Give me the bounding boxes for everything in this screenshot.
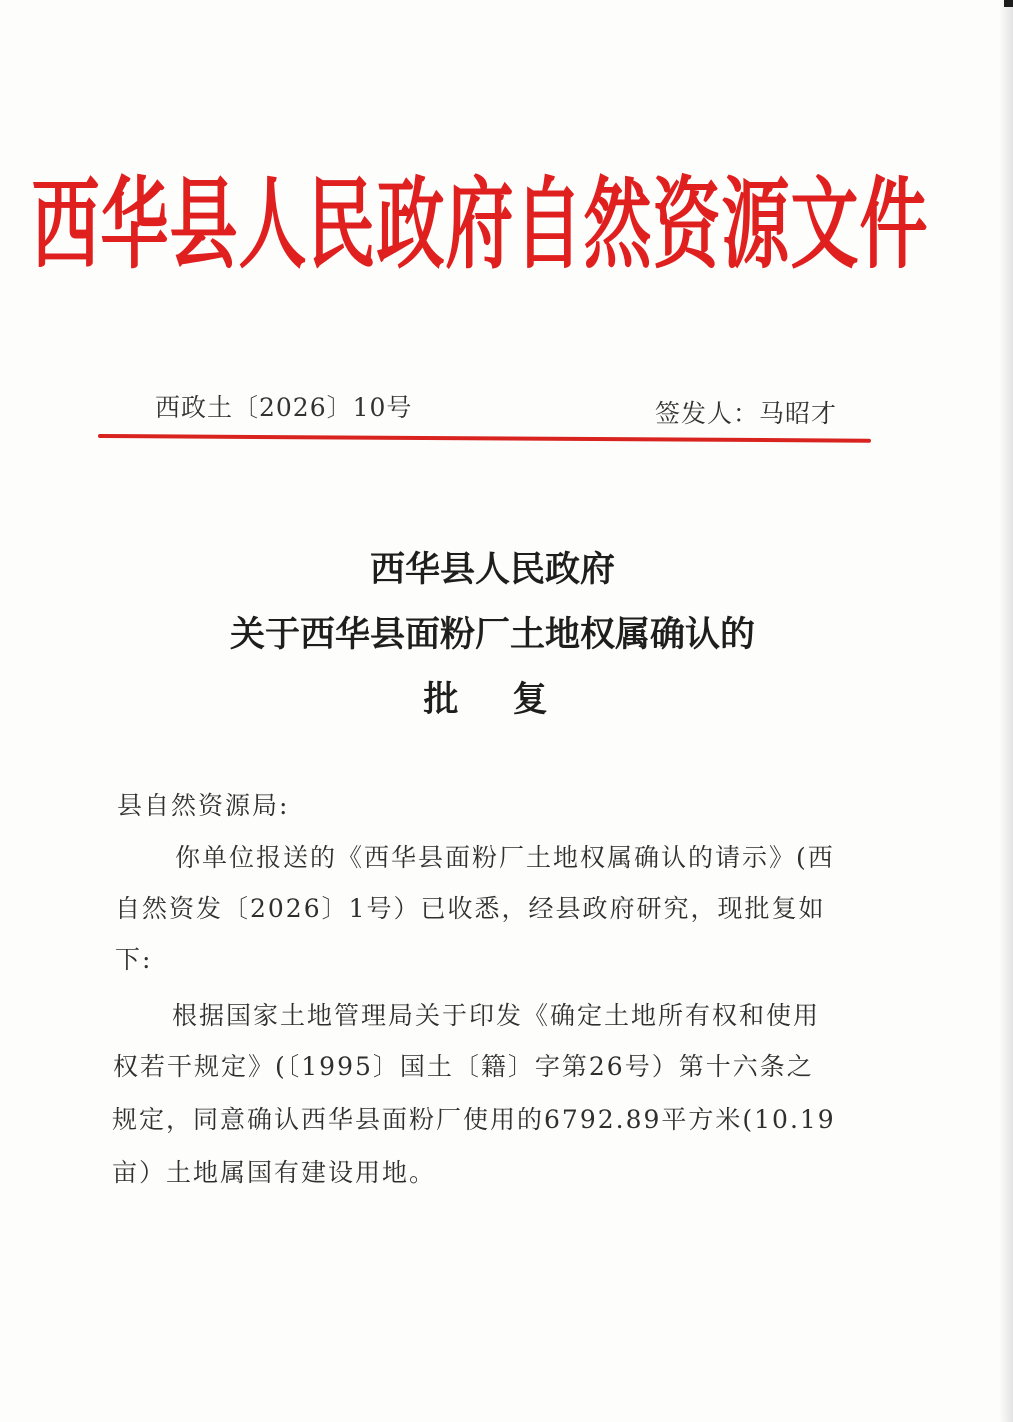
paragraph-1-line-2: 自然资发〔2026〕1号）已收悉，经县政府研究，现批复如	[115, 894, 826, 923]
paragraph-2-line-1: 根据国家土地管理局关于印发《确定土地所有权和使用	[172, 1001, 821, 1030]
document-number: 西政土〔2026〕10号	[155, 393, 413, 422]
salutation: 县自然资源局:	[117, 791, 290, 820]
paragraph-2-line-3: 规定，同意确认西华县面粉厂使用的6792.89平方米(10.19	[112, 1105, 836, 1134]
document-title-line-3: 批复	[423, 680, 602, 720]
letterhead-title: 西华县人民政府自然资源文件	[31, 168, 929, 284]
paragraph-1-line-3: 下:	[115, 945, 153, 974]
paragraph-2-line-2: 权若干规定》(〔1995〕国土〔籍〕字第26号）第十六条之	[113, 1052, 814, 1081]
page-edge-shadow	[999, 0, 1013, 1422]
red-separator-line	[98, 434, 871, 443]
page-edge-mark	[1004, 0, 1013, 7]
document-title-line-1: 西华县人民政府	[369, 550, 615, 590]
signer: 签发人：马昭才	[655, 399, 838, 428]
document-title-line-2: 关于西华县面粉厂土地权属确认的	[229, 615, 755, 655]
paragraph-2-line-4: 亩）土地属国有建设用地。	[112, 1158, 437, 1187]
paragraph-1-line-1: 你单位报送的《西华县面粉厂土地权属确认的请示》(西	[175, 843, 835, 872]
